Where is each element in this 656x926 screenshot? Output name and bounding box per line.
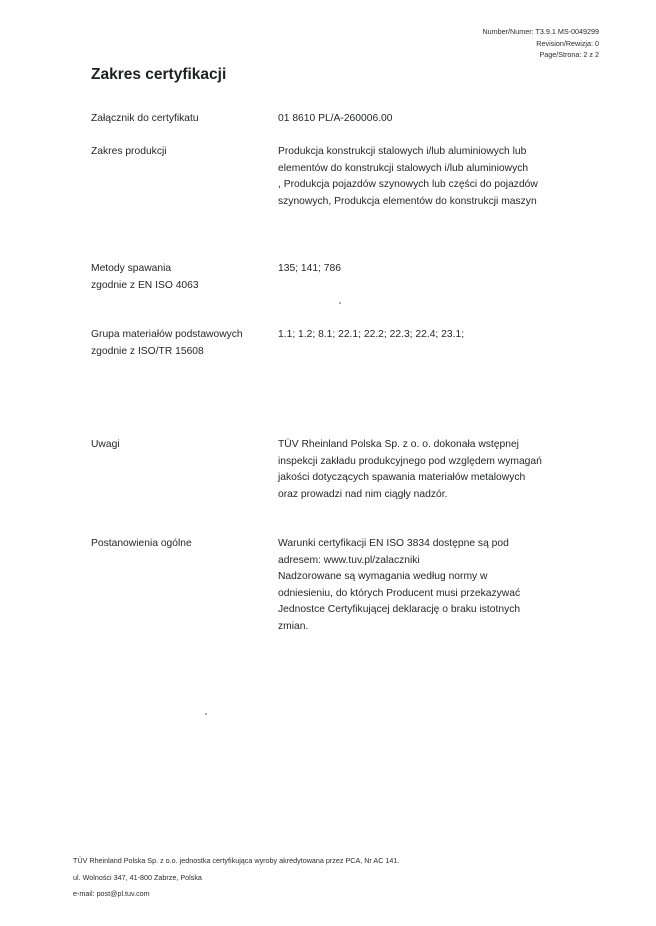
revision-number: Revision/Rewizja: 0 bbox=[536, 38, 599, 48]
general-provisions-label: Postanowienia ogólne bbox=[91, 538, 192, 549]
document-footer bbox=[73, 853, 399, 903]
material-group-label: Grupa materiałów podstawowych zgodnie z ISO/TR 15608 bbox=[91, 329, 243, 357]
scan-speck bbox=[205, 713, 207, 715]
footer-email: e-mail: post@pl.tuv.com bbox=[73, 889, 150, 898]
certificate-number: Number/Numer: T3.9.1 MS-0049299 bbox=[482, 27, 599, 36]
annex-value: 01 8610 PL/A-260006.00 bbox=[278, 113, 393, 124]
welding-methods-value: 135; 141; 786 bbox=[278, 263, 341, 274]
general-provisions-value: Warunki certyfikacji EN ISO 3834 dostępne są pod adresem: www.tuv.pl/zalaczniki Nadzorowane są wymagania według normy w odniesieniu, do których Producent musi przekazywać Jednostce Certyfikującej deklarację o braku istotnych zmian. bbox=[278, 538, 521, 632]
production-scope-label: Zakres produkcji bbox=[91, 146, 167, 157]
welding-methods-label: Metody spawania zgodnie z EN ISO 4063 bbox=[91, 263, 199, 291]
footer-accreditation: TÜV Rheinland Polska Sp. z o.o. jednostka certyfikująca wyroby akredytowana przez PCA, Nr AC 141. bbox=[73, 856, 400, 865]
material-group-value: 1.1; 1.2; 8.1; 22.1; 22.2; 22.3; 22.4; 23.1; bbox=[278, 329, 465, 340]
page-number: Page/Strona: 2 z 2 bbox=[539, 50, 599, 59]
footer-address: ul. Wolności 347, 41-800 Zabrze, Polska bbox=[73, 872, 202, 882]
document-header-meta bbox=[482, 26, 599, 61]
remarks-value: TÜV Rheinland Polska Sp. z o. o. dokonała wstępnej inspekcji zakładu produkcyjnego pod względem wymagań jakości dotyczących spawania materiałów metalowych oraz prowadzi nad nim ciągły nadzór. bbox=[278, 439, 542, 500]
scan-speck bbox=[339, 302, 341, 304]
page-title: Zakres certyfikacji bbox=[91, 66, 227, 83]
production-scope-value: Produkcja konstrukcji stalowych i/lub aluminiowych lub elementów do konstrukcji stalowych i/lub aluminiowych , Produkcja pojazdów szynowych lub części do pojazdów szynowych, Produkcja elementów do konstrukcji maszyn bbox=[278, 146, 538, 207]
remarks-label: Uwagi bbox=[91, 439, 120, 450]
annex-label: Załącznik do certyfikatu bbox=[91, 113, 199, 124]
